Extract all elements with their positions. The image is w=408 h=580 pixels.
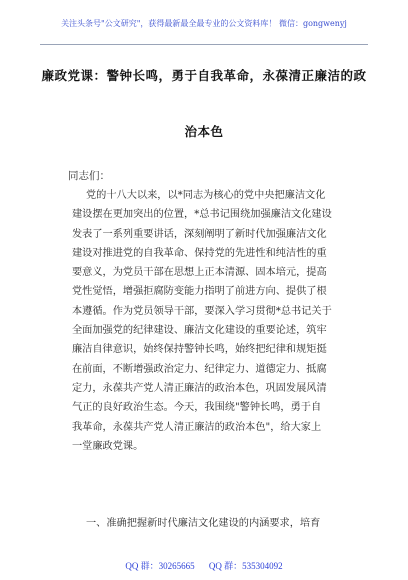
header-divider	[40, 44, 368, 45]
paragraph-line: 发表了一系列重要讲话，深刻阐明了新时代加强廉洁文化	[72, 228, 327, 240]
body-paragraph-2-heading: 一、准确把握新时代廉洁文化建设的内涵要求，培育	[86, 518, 321, 529]
footer	[0, 559, 408, 572]
document-title-line-1: 廉政党课：警钟长鸣，勇于自我革命，永葆清正廉洁的政	[41, 68, 367, 83]
paragraph-line: 廉洁自律意识，始终保持警钟长鸣，始终把纪律和规矩挺	[72, 344, 327, 356]
footer-qq-group-1: QQ 群：30265665	[125, 561, 195, 571]
paragraph-line: 一堂廉政党课。	[72, 440, 144, 452]
paragraph-line: 我革命，永葆共产党人清正廉洁的政治本色"，给大家上	[72, 421, 322, 433]
header-banner: 关注头条号"公文研究"，获得最新最全最专业的公文资料库！ 微信：gongwenyj	[61, 19, 347, 28]
paragraph-line: 党的十八大以来，以*同志为核心的党中央把廉洁文化	[86, 190, 326, 201]
salutation: 同志们：	[68, 170, 110, 182]
paragraph-line: 在前面，不断增强政治定力、纪律定力、道德定力、抵腐	[72, 363, 327, 375]
paragraph-line: 党性觉悟，增强拒腐防变能力指明了前进方向、提供了根	[72, 286, 327, 298]
paragraph-line: 建设对推进党的自我革命、保持党的先进性和纯洁性的重	[72, 247, 327, 259]
document-title-line-2: 治本色	[184, 124, 224, 139]
paragraph-line: 定力，永葆共产党人清正廉洁的政治本色，巩固发展风清	[72, 382, 327, 394]
paragraph-line: 全面加强党的纪律建设、廉洁文化建设的重要论述，筑牢	[72, 325, 327, 337]
paragraph-line: 要意义，为党员干部在思想上正本清源、固本培元，提高	[72, 267, 327, 279]
paragraph-line: 本遵循。作为党员领导干部，要深入学习贯彻*总书记关于	[72, 305, 332, 317]
paragraph-line: 气正的良好政治生态。今天，我围绕"警钟长鸣，勇于自	[72, 402, 322, 414]
footer-qq-group-2: QQ 群：535304092	[208, 561, 283, 571]
body-paragraph-1	[72, 186, 352, 456]
paragraph-line: 建设摆在更加突出的位置，*总书记围绕加强廉洁文化建设	[72, 209, 332, 221]
